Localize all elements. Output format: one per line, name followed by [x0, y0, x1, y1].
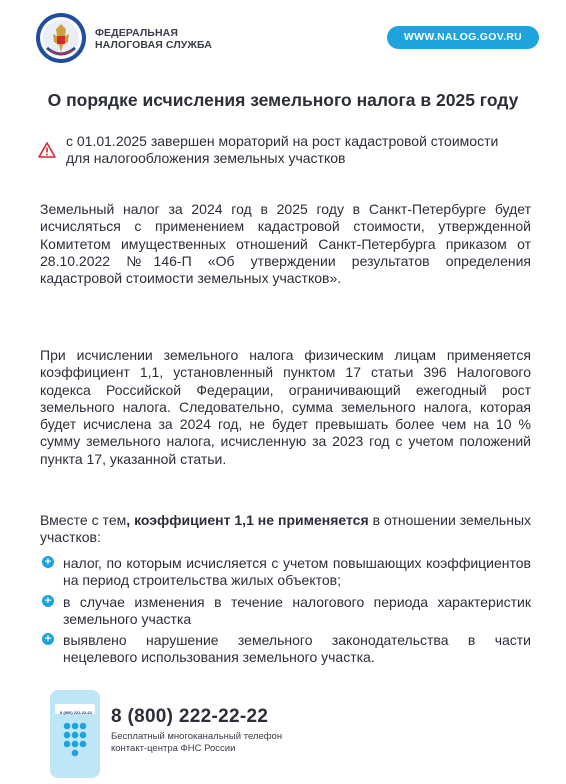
lead-after: в отношении земельных участков: — [40, 512, 532, 546]
list-item — [40, 632, 531, 667]
website-link-button[interactable]: WWW.NALOG.GOV.RU — [387, 26, 539, 49]
phone-keypad-icon — [50, 690, 100, 778]
hotline-number[interactable]: 8 (800) 222-22-22 — [111, 706, 269, 727]
header — [0, 0, 566, 80]
fns-emblem-icon — [35, 12, 87, 64]
hotline-desc-line2: контакт-центра ФНС России — [111, 742, 236, 754]
list-item — [40, 555, 531, 590]
list-item — [40, 594, 531, 629]
page-title: О порядке исчисления земельного налога в 2025 году — [47, 90, 519, 110]
list-item-text: в случае изменения в течение налогового периода характеристик земельного участка — [63, 593, 531, 627]
plus-circle-icon: + — [42, 633, 54, 645]
hotline-description — [111, 731, 311, 754]
paragraph-coefficient: При исчислении земельного налога физическим лицам применяется коэффициент 1,1, установленный пунктом 17 статьи 396 Налогового кодекса Российской Федерации, ограничивающий ежегодный рост земельного налога. Следовательно, сумма земельного налога, которая будет исчислена за 2024 год, не будет превышать более чем на 10 % сумму земельного налога, исчисленную за 2023 год с учетом положений пункта 17, указанной статьи. — [40, 347, 531, 467]
warning-text: с 01.01.2025 завершен мораторий на рост кадастровой стоимости для налогообложения земельных участков — [66, 133, 499, 166]
lead-bold: , коэффициент 1,1 не применяется — [126, 512, 369, 528]
list-item-text: налог, по которым исчисляется с учетом повышающих коэффициентов на период строительства жилых объектов; — [63, 555, 531, 589]
hotline-desc-line1: Бесплатный многоканальный телефон — [111, 731, 283, 742]
warning-triangle-icon — [38, 142, 56, 158]
lead-before: Вместе с тем — [40, 512, 127, 528]
plus-circle-icon: + — [42, 595, 54, 607]
org-name-line2: НАЛОГОВАЯ СЛУЖБА — [95, 39, 212, 51]
paragraph-cadastral: Земельный налог за 2024 год в 2025 году в Санкт-Петербурге будет исчисляться с применением кадастровой стоимости, утвержденной Комитетом имущественных отношений Санкт-Петербурга приказом от 28.10.2022 №146-П «Об утверждении результатов определения кадастровой стоимости земельных участков». — [40, 201, 531, 287]
exceptions-lead — [40, 512, 531, 547]
phone-screen-text: 8 (800) 222-22-22 — [59, 710, 93, 715]
org-name-line1: ФЕДЕРАЛЬНАЯ — [95, 27, 178, 39]
org-name — [95, 27, 212, 51]
plus-circle-icon: + — [42, 556, 54, 568]
exceptions-list — [40, 555, 531, 671]
list-item-text: выявлено нарушение земельного законодательства в части нецелевого использования земельного участка. — [63, 632, 531, 666]
